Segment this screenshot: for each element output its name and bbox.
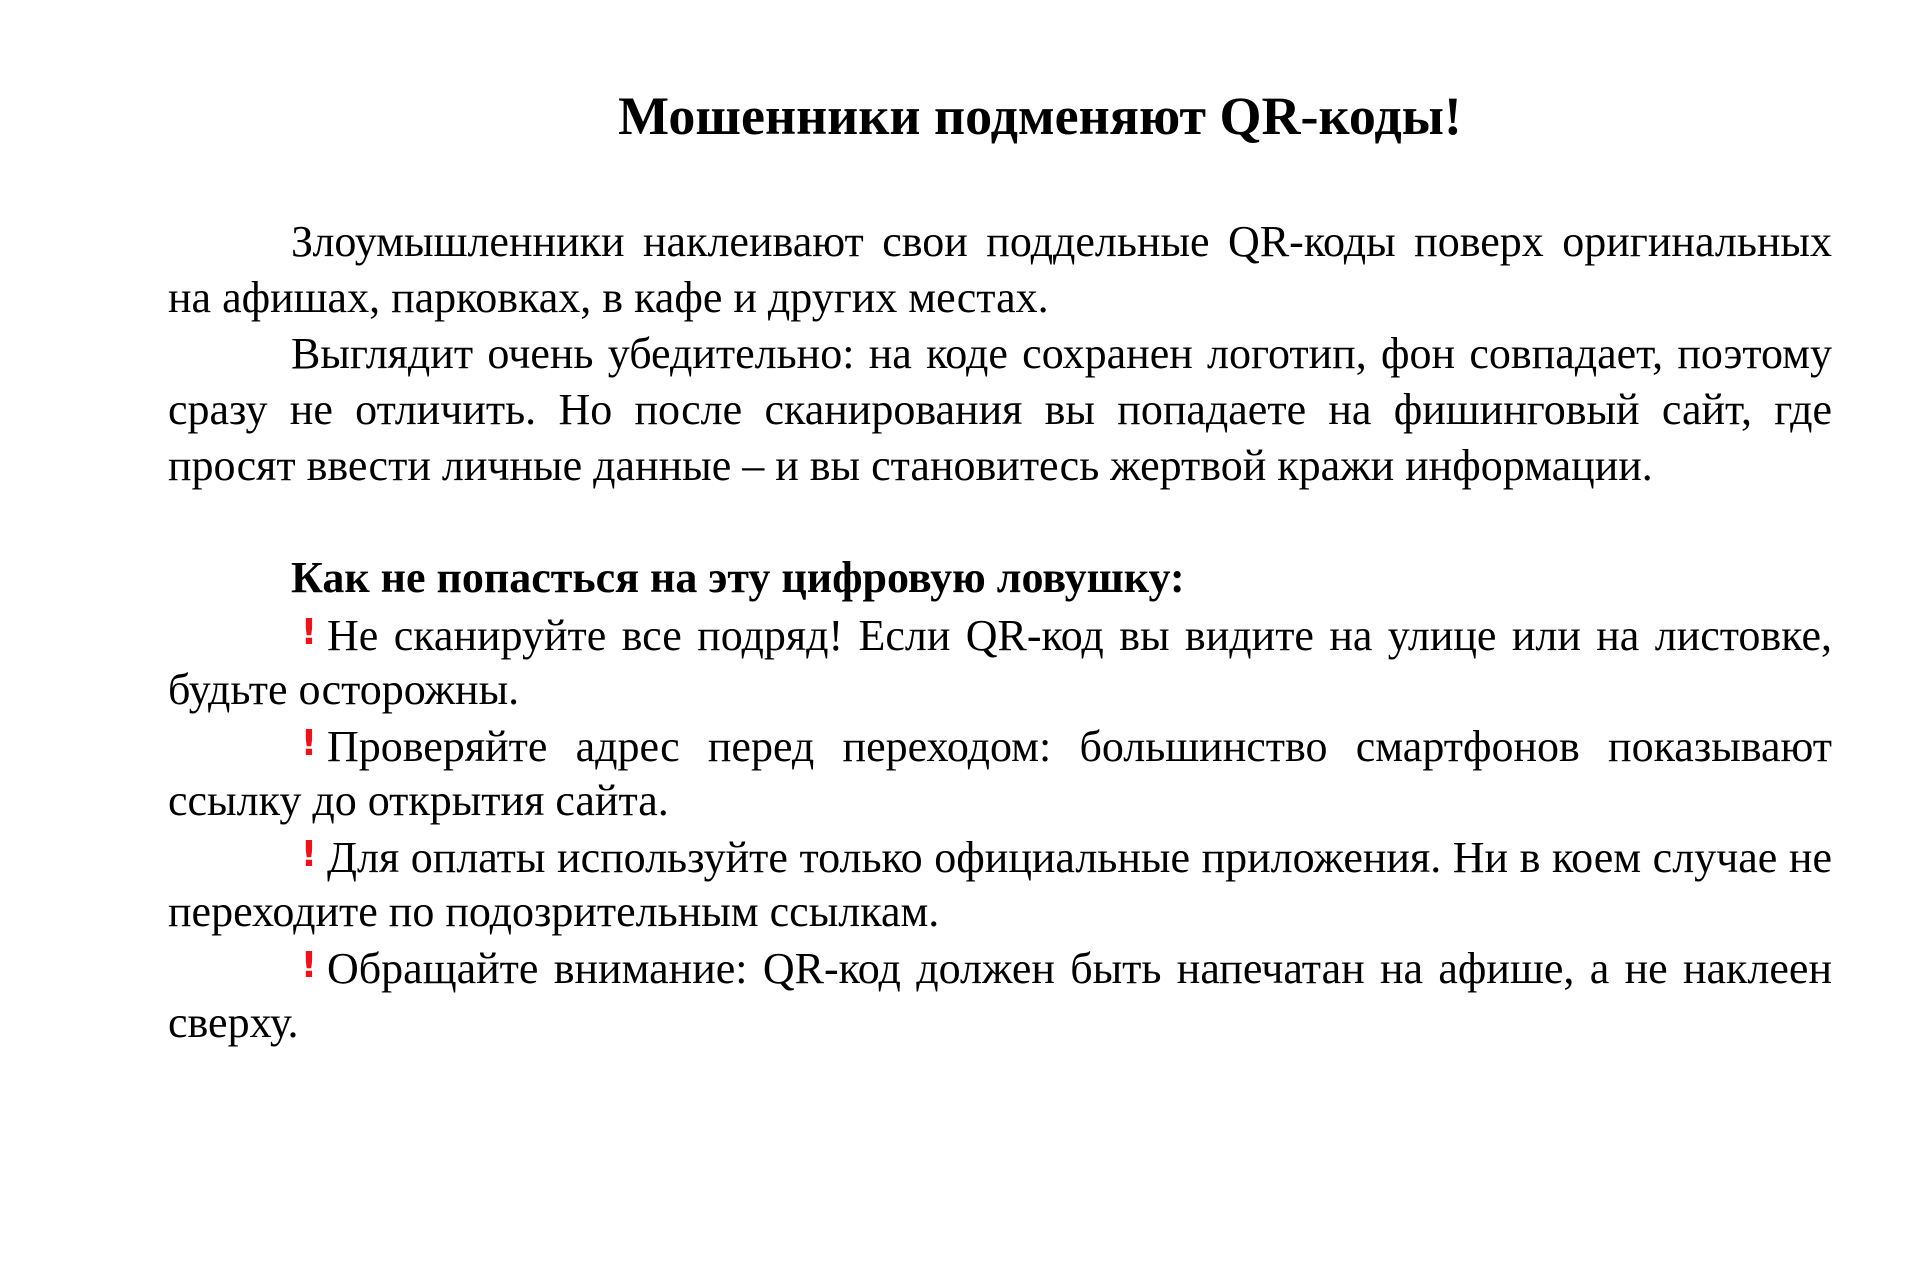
tip-item — [168, 939, 1832, 1050]
tip-text: Не сканируйте все подряд! Если QR-код вы видите на улице или на листовке, будьте осторожны. — [168, 611, 1832, 714]
tip-item — [168, 717, 1832, 828]
document-page — [168, 80, 1832, 1050]
paragraph-intro: Злоумышленники наклеивают свои поддельные QR-коды поверх оригинальных на афишах, парковках, в кафе и других местах. — [168, 217, 1832, 322]
paragraph-description: Выглядит очень убедительно: на коде сохранен логотип, фон совпадает, поэтому сразу не отличить. Но после сканирования вы попадаете на фишинговый сайт, где просят ввести личные данные – и вы становитесь жертвой кражи информации. — [168, 329, 1832, 490]
tip-text: Проверяйте адрес перед переходом: большинство смартфонов показывают ссылку до открытия сайта. — [168, 722, 1832, 825]
exclamation-icon: ! — [300, 723, 318, 764]
exclamation-icon: ! — [300, 612, 318, 653]
exclamation-icon: ! — [300, 834, 318, 875]
tip-text: Для оплаты используйте только официальные приложения. Ни в коем случае не переходите по подозрительным ссылкам. — [168, 833, 1832, 936]
exclamation-icon: ! — [300, 945, 318, 986]
section-spacer — [168, 494, 1832, 550]
document-title: Мошенники подменяют QR-коды! — [618, 86, 1462, 146]
tip-text: Обращайте внимание: QR-код должен быть напечатан на афише, а не наклеен сверху. — [168, 944, 1832, 1047]
tips-heading: Как не попасться на эту цифровую ловушку: — [291, 553, 1185, 602]
tip-item — [168, 828, 1832, 939]
tip-item — [168, 606, 1832, 717]
